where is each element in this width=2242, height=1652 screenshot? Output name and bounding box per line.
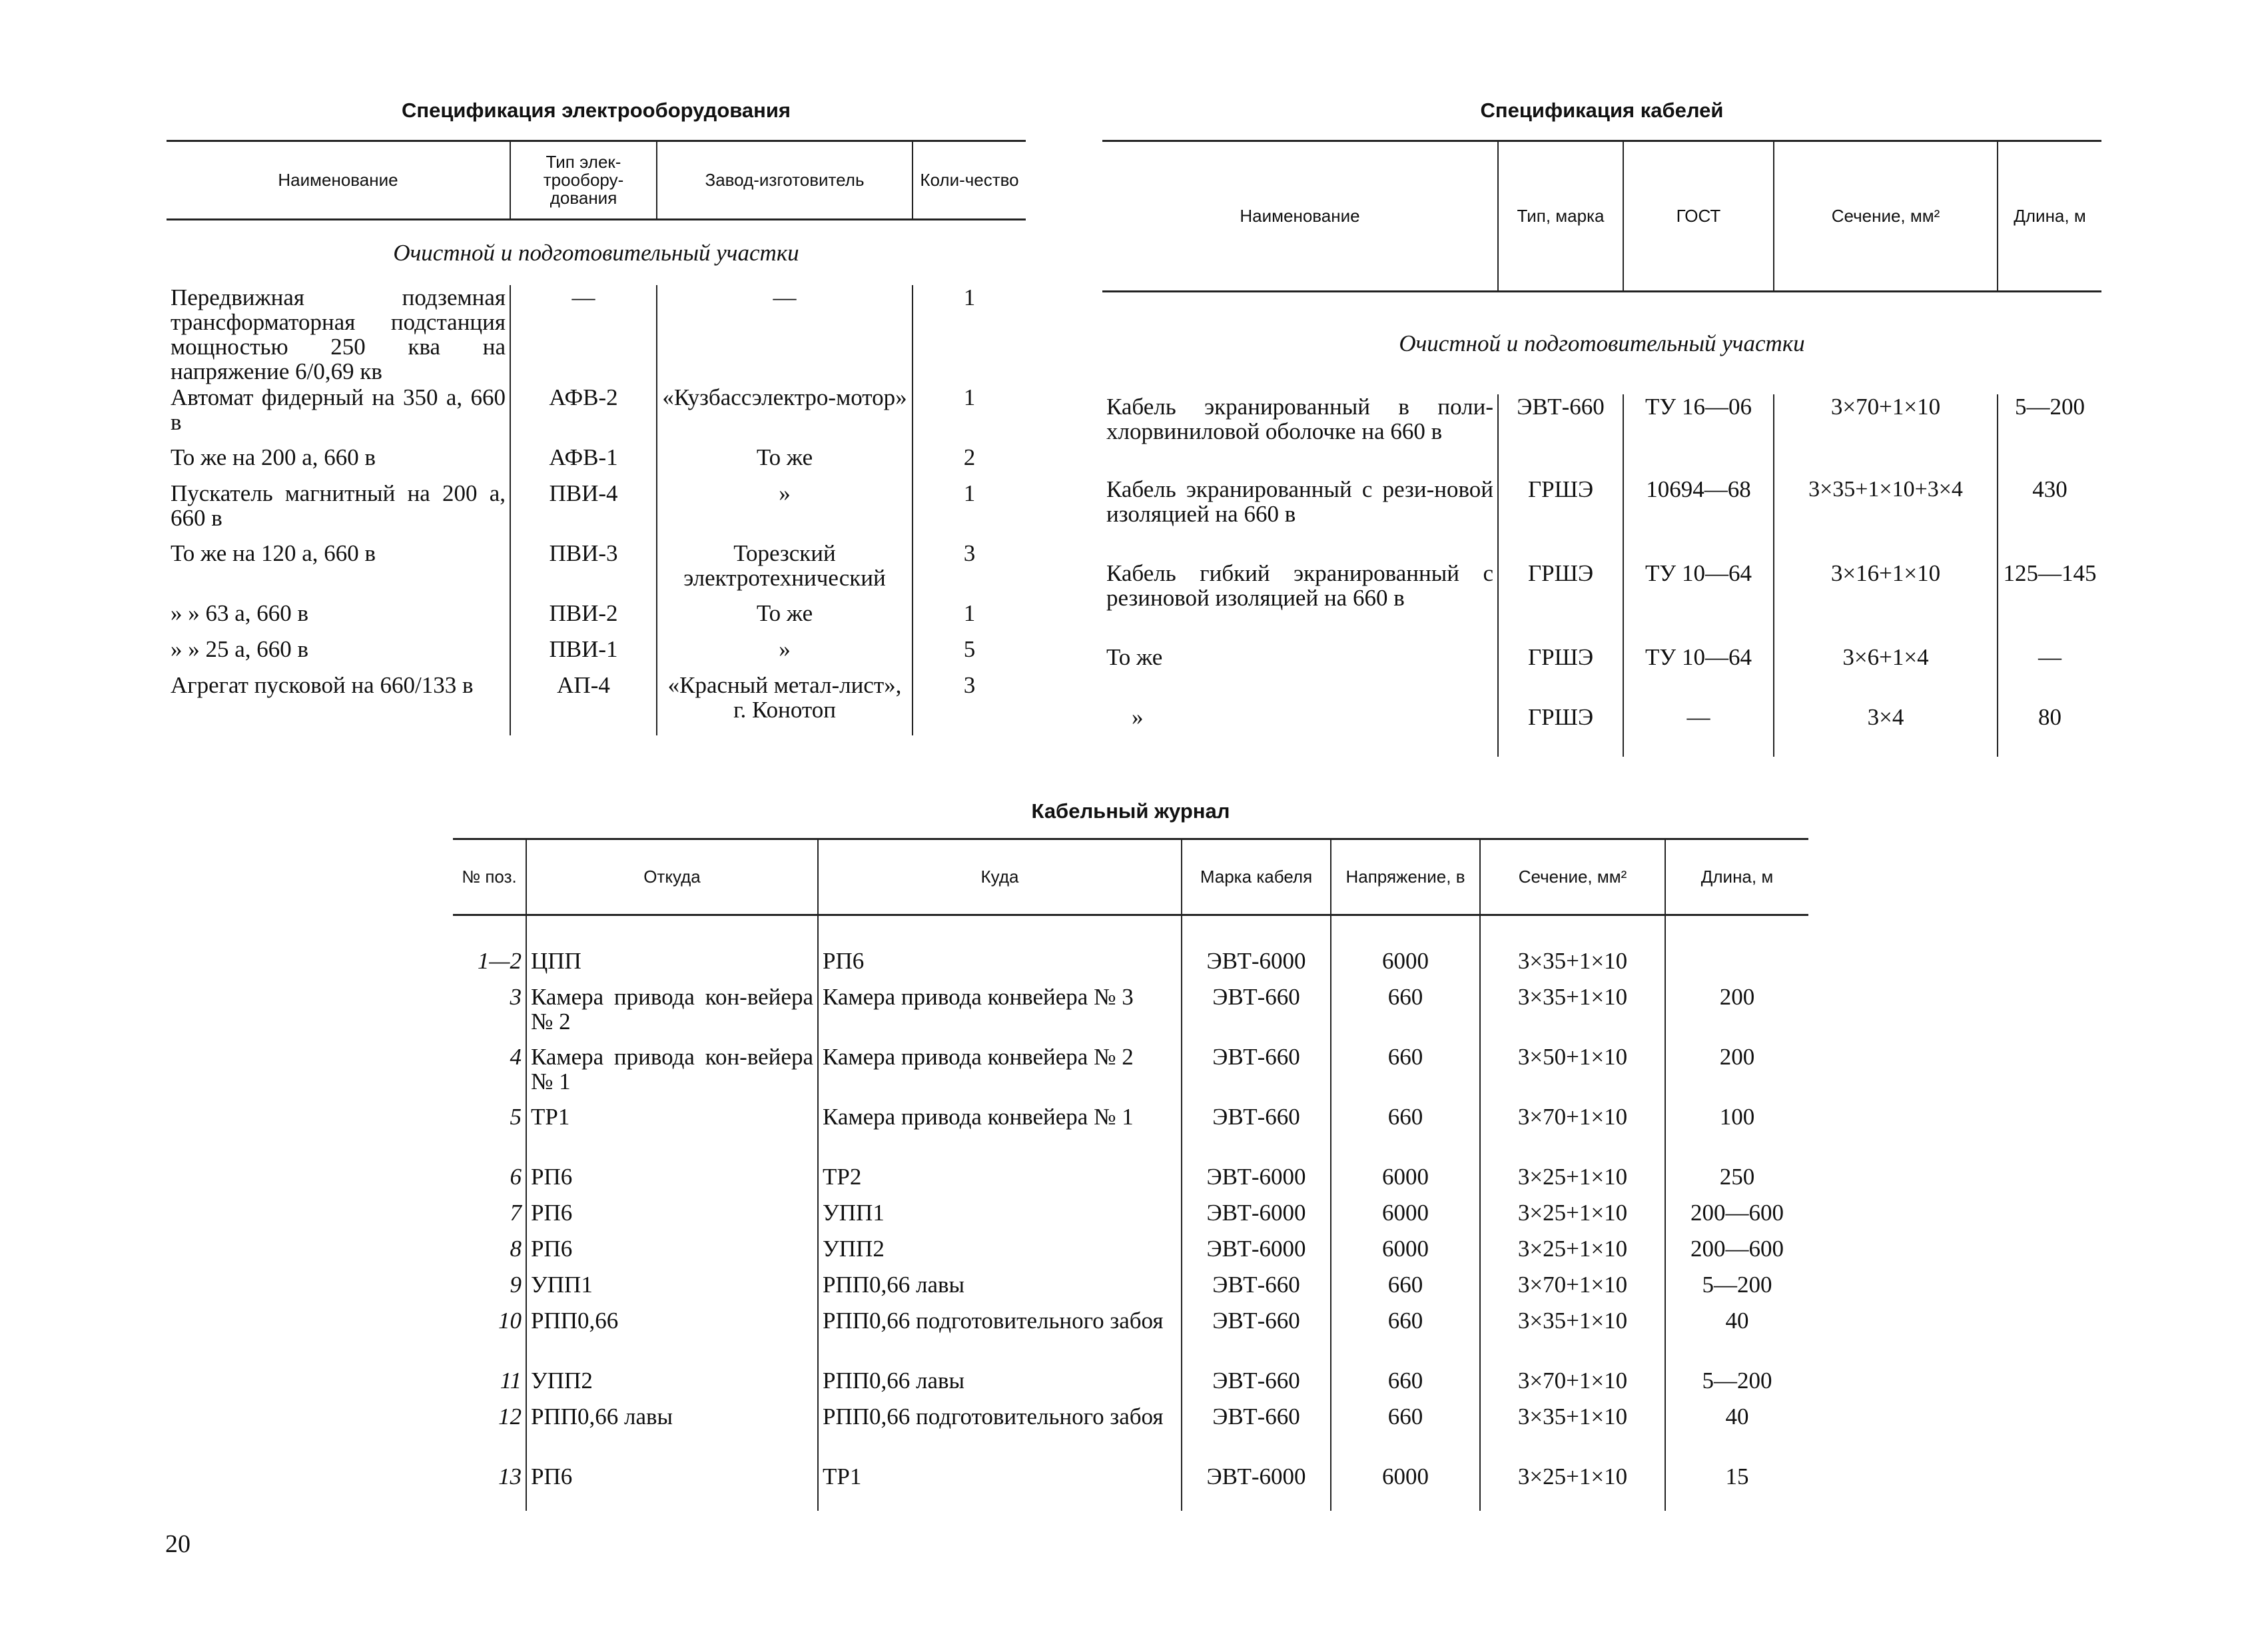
table-row xyxy=(167,637,1026,673)
eq-header-qty: Коли-чество xyxy=(913,141,1026,220)
journal-row-pos: 12 xyxy=(498,1403,522,1430)
journal-row-voltage: 660 xyxy=(1331,1308,1480,1368)
cable-row-name: » xyxy=(1132,703,1144,730)
journal-row-to: РПП0,66 лавы xyxy=(818,1272,1182,1308)
eq-header-type: Тип элек-трообору-дования xyxy=(510,141,657,220)
cable-row-gost: — xyxy=(1623,705,1774,757)
journal-row-from: УПП1 xyxy=(526,1272,818,1308)
journal-row-length: 5—200 xyxy=(1665,1272,1808,1308)
journal-row-length: 5—200 xyxy=(1665,1368,1808,1404)
cable-row-name: Кабель экранированный в поли-хлорвиниловой оболочке на 660 в xyxy=(1106,393,1493,444)
table-row xyxy=(453,1368,1808,1404)
eq-row-maker: «Кузбассэлектро-мотор» xyxy=(657,385,913,445)
eq-row-name: То же на 200 а, 660 в xyxy=(171,444,376,470)
journal-row-section: 3×35+1×10 xyxy=(1480,1308,1665,1368)
journal-row-length: 200 xyxy=(1665,985,1808,1044)
journal-row-section: 3×70+1×10 xyxy=(1480,1272,1665,1308)
journal-row-from: Камера привода кон-вейера № 2 xyxy=(526,985,818,1044)
journal-row-to: РПП0,66 подготовительного забоя xyxy=(818,1404,1182,1464)
eq-row-type: ПВИ-4 xyxy=(510,481,657,541)
cable-row-length: 80 xyxy=(1998,705,2101,757)
journal-header-from: Откуда xyxy=(526,839,818,915)
cable-row-gost: ТУ 16—06 xyxy=(1623,394,1774,477)
journal-row-voltage: 6000 xyxy=(1331,1200,1480,1236)
journal-row-voltage: 660 xyxy=(1331,1044,1480,1104)
table-row xyxy=(453,1044,1808,1104)
journal-row-to: РПП0,66 лавы xyxy=(818,1368,1182,1404)
equipment-spec-table-wrap xyxy=(167,140,1026,735)
cable-row-gost: 10694—68 xyxy=(1623,477,1774,561)
journal-row-length: 200—600 xyxy=(1665,1200,1808,1236)
equipment-spec-body xyxy=(167,220,1026,735)
journal-row-section: 3×35+1×10 xyxy=(1480,985,1665,1044)
journal-row-to: УПП2 xyxy=(818,1236,1182,1272)
cable-row-gost: ТУ 10—64 xyxy=(1623,561,1774,645)
table-row xyxy=(1102,645,2101,705)
cable-spec-table-wrap xyxy=(1102,140,2101,757)
journal-row-to: ТР1 xyxy=(818,1464,1182,1511)
table-row xyxy=(453,1164,1808,1200)
journal-row-length xyxy=(1665,949,1808,985)
eq-row-name: Агрегат пусковой на 660/133 в xyxy=(171,671,474,698)
table-row xyxy=(167,445,1026,481)
table-row xyxy=(453,985,1808,1044)
journal-row-mark: ЭВТ-6000 xyxy=(1182,1200,1331,1236)
journal-row-from: РП6 xyxy=(526,1200,818,1236)
table-row xyxy=(1102,394,2101,477)
journal-row-mark: ЭВТ-660 xyxy=(1182,1272,1331,1308)
cable-header-section: Сечение, мм² xyxy=(1774,141,1998,292)
cable-spec-title: Спецификация кабелей xyxy=(1480,99,1724,122)
journal-row-mark: ЭВТ-6000 xyxy=(1182,1164,1331,1200)
journal-row-pos: 5 xyxy=(510,1103,522,1130)
journal-header-section: Сечение, мм² xyxy=(1480,839,1665,915)
cable-row-section: 3×35+1×10+3×4 xyxy=(1774,477,1998,561)
journal-row-to: Камера привода конвейера № 3 xyxy=(818,985,1182,1044)
eq-row-name: Передвижная подземная трансформаторная подстанция мощностью 250 ква на напряжение 6/0,69 кв xyxy=(171,284,506,384)
journal-row-section: 3×25+1×10 xyxy=(1480,1236,1665,1272)
cable-row-section: 3×70+1×10 xyxy=(1774,394,1998,477)
journal-row-pos: 6 xyxy=(510,1163,522,1190)
table-row xyxy=(453,1308,1808,1368)
journal-row-pos: 4 xyxy=(510,1043,522,1070)
journal-row-voltage: 6000 xyxy=(1331,1464,1480,1511)
journal-row-from: УПП2 xyxy=(526,1368,818,1404)
journal-row-to: ТР2 xyxy=(818,1164,1182,1200)
cable-header-mark: Тип, марка xyxy=(1498,141,1623,292)
journal-row-voltage: 6000 xyxy=(1331,1164,1480,1200)
cable-row-mark: ГРШЭ xyxy=(1498,561,1623,645)
journal-header-voltage: Напряжение, в xyxy=(1331,839,1480,915)
cable-row-name: Кабель гибкий экранированный с резиновой изоляцией на 660 в xyxy=(1106,560,1493,611)
eq-row-name: Автомат фидерный на 350 а, 660 в xyxy=(171,384,506,435)
table-row xyxy=(167,601,1026,637)
eq-row-maker: «Красный метал-лист», г. Конотоп xyxy=(657,673,913,735)
journal-row-length: 100 xyxy=(1665,1104,1808,1164)
table-row xyxy=(453,1404,1808,1464)
table-row xyxy=(453,1272,1808,1308)
eq-row-qty: 1 xyxy=(913,481,1026,541)
table-row xyxy=(1102,561,2101,645)
cable-header-gost: ГОСТ xyxy=(1623,141,1774,292)
journal-row-mark: ЭВТ-6000 xyxy=(1182,1464,1331,1511)
table-row xyxy=(453,1200,1808,1236)
journal-row-pos: 8 xyxy=(510,1235,522,1262)
cable-row-length: — xyxy=(1998,645,2101,705)
journal-row-mark: ЭВТ-660 xyxy=(1182,1044,1331,1104)
journal-row-length: 200 xyxy=(1665,1044,1808,1104)
eq-row-name: » » 25 а, 660 в xyxy=(171,635,309,662)
journal-row-pos: 1—2 xyxy=(477,947,522,974)
cable-header-length: Длина, м xyxy=(1998,141,2101,292)
cable-row-length: 430 xyxy=(1998,477,2101,561)
eq-row-type: ПВИ-1 xyxy=(510,637,657,673)
journal-row-to: РП6 xyxy=(818,949,1182,985)
journal-row-mark: ЭВТ-6000 xyxy=(1182,949,1331,985)
eq-row-maker: То же xyxy=(657,445,913,481)
journal-row-from: ЦПП xyxy=(526,949,818,985)
cable-row-name: Кабель экранированный с рези-новой изоляцией на 660 в xyxy=(1106,476,1493,527)
journal-row-section: 3×25+1×10 xyxy=(1480,1164,1665,1200)
eq-row-qty: 3 xyxy=(913,541,1026,601)
journal-row-mark: ЭВТ-660 xyxy=(1182,1404,1331,1464)
eq-row-maker: — xyxy=(657,285,913,385)
journal-row-voltage: 6000 xyxy=(1331,1236,1480,1272)
journal-row-pos: 11 xyxy=(500,1367,522,1394)
eq-row-qty: 2 xyxy=(913,445,1026,481)
eq-row-maker: » xyxy=(657,637,913,673)
table-row xyxy=(453,1236,1808,1272)
journal-row-length: 40 xyxy=(1665,1404,1808,1464)
table-row xyxy=(1102,705,2101,757)
cable-section-title: Очистной и подготовительный участки xyxy=(1399,330,1805,356)
eq-row-name: То же на 120 а, 660 в xyxy=(171,540,376,566)
journal-row-mark: ЭВТ-660 xyxy=(1182,985,1331,1044)
table-row xyxy=(167,673,1026,735)
journal-row-voltage: 660 xyxy=(1331,1404,1480,1464)
journal-row-section: 3×50+1×10 xyxy=(1480,1044,1665,1104)
journal-row-section: 3×35+1×10 xyxy=(1480,949,1665,985)
journal-row-mark: ЭВТ-6000 xyxy=(1182,1236,1331,1272)
journal-row-voltage: 660 xyxy=(1331,985,1480,1044)
eq-row-type: ПВИ-3 xyxy=(510,541,657,601)
cable-row-section: 3×4 xyxy=(1774,705,1998,757)
journal-row-length: 250 xyxy=(1665,1164,1808,1200)
journal-header-pos: № поз. xyxy=(453,839,526,915)
journal-row-from: РП6 xyxy=(526,1236,818,1272)
eq-section-title: Очистной и подготовительный участки xyxy=(393,239,799,266)
page-number: 20 xyxy=(165,1530,190,1558)
cable-row-mark: ГРШЭ xyxy=(1498,705,1623,757)
cable-row-section: 3×16+1×10 xyxy=(1774,561,1998,645)
table-row xyxy=(167,385,1026,445)
cable-row-mark: ГРШЭ xyxy=(1498,477,1623,561)
cable-row-mark: ЭВТ-660 xyxy=(1498,394,1623,477)
journal-header-mark: Марка кабеля xyxy=(1182,839,1331,915)
journal-row-pos: 9 xyxy=(510,1271,522,1298)
journal-row-voltage: 660 xyxy=(1331,1104,1480,1164)
cable-row-section: 3×6+1×4 xyxy=(1774,645,1998,705)
cable-journal-table-wrap xyxy=(453,838,1808,1511)
journal-row-from: ТР1 xyxy=(526,1104,818,1164)
cable-row-length: 5—200 xyxy=(1998,394,2101,477)
eq-row-qty: 1 xyxy=(913,385,1026,445)
cable-row-mark: ГРШЭ xyxy=(1498,645,1623,705)
eq-row-maker: Торезский электротехнический xyxy=(657,541,913,601)
eq-row-type: АФВ-2 xyxy=(510,385,657,445)
table-row xyxy=(167,285,1026,385)
journal-row-mark: ЭВТ-660 xyxy=(1182,1308,1331,1368)
journal-row-from: РП6 xyxy=(526,1164,818,1200)
journal-row-voltage: 6000 xyxy=(1331,949,1480,985)
journal-row-section: 3×70+1×10 xyxy=(1480,1104,1665,1164)
cable-row-gost: ТУ 10—64 xyxy=(1623,645,1774,705)
journal-row-to: УПП1 xyxy=(818,1200,1182,1236)
eq-row-qty: 1 xyxy=(913,601,1026,637)
table-row xyxy=(167,541,1026,601)
journal-row-to: Камера привода конвейера № 1 xyxy=(818,1104,1182,1164)
eq-row-qty: 5 xyxy=(913,637,1026,673)
journal-row-section: 3×70+1×10 xyxy=(1480,1368,1665,1404)
eq-row-type: АП-4 xyxy=(510,673,657,735)
journal-row-length: 40 xyxy=(1665,1308,1808,1368)
journal-row-mark: ЭВТ-660 xyxy=(1182,1368,1331,1404)
eq-row-name: Пускатель магнитный на 200 а, 660 в xyxy=(171,480,506,531)
journal-row-section: 3×25+1×10 xyxy=(1480,1464,1665,1511)
equipment-spec-title: Спецификация электрооборудования xyxy=(401,99,791,122)
journal-row-voltage: 660 xyxy=(1331,1272,1480,1308)
table-row xyxy=(453,1464,1808,1511)
cable-row-length: 125—145 xyxy=(1998,561,2101,645)
table-row xyxy=(453,1104,1808,1164)
cable-spec-table xyxy=(1102,140,2101,757)
journal-row-voltage: 660 xyxy=(1331,1368,1480,1404)
journal-row-length: 200—600 xyxy=(1665,1236,1808,1272)
journal-row-length: 15 xyxy=(1665,1464,1808,1511)
journal-row-section: 3×35+1×10 xyxy=(1480,1404,1665,1464)
eq-header-maker: Завод-изготовитель xyxy=(657,141,913,220)
journal-row-from: РПП0,66 лавы xyxy=(526,1404,818,1464)
eq-row-type: — xyxy=(510,285,657,385)
journal-row-from: РП6 xyxy=(526,1464,818,1511)
eq-header-name: Наименование xyxy=(167,141,510,220)
journal-row-section: 3×25+1×10 xyxy=(1480,1200,1665,1236)
journal-row-from: РПП0,66 xyxy=(526,1308,818,1368)
eq-row-maker: » xyxy=(657,481,913,541)
eq-row-type: ПВИ-2 xyxy=(510,601,657,637)
journal-header-length: Длина, м xyxy=(1665,839,1808,915)
eq-row-type: АФВ-1 xyxy=(510,445,657,481)
table-row xyxy=(453,949,1808,985)
eq-row-qty: 3 xyxy=(913,673,1026,735)
journal-row-pos: 13 xyxy=(498,1463,522,1489)
journal-row-mark: ЭВТ-660 xyxy=(1182,1104,1331,1164)
journal-row-from: Камера привода кон-вейера № 1 xyxy=(526,1044,818,1104)
cable-spec-body xyxy=(1102,292,2101,757)
journal-row-pos: 7 xyxy=(510,1199,522,1226)
eq-row-name: » » 63 а, 660 в xyxy=(171,600,309,626)
cable-journal-title: Кабельный журнал xyxy=(1031,799,1230,823)
journal-row-pos: 10 xyxy=(498,1307,522,1334)
table-row xyxy=(167,481,1026,541)
cable-journal-table xyxy=(453,838,1808,1511)
journal-header-to: Куда xyxy=(818,839,1182,915)
eq-row-qty: 1 xyxy=(913,285,1026,385)
cable-journal-body xyxy=(453,915,1808,1511)
cable-header-name: Наименование xyxy=(1102,141,1498,292)
equipment-spec-table xyxy=(167,140,1026,735)
journal-row-to: Камера привода конвейера № 2 xyxy=(818,1044,1182,1104)
journal-row-to: РПП0,66 подготовительного забоя xyxy=(818,1308,1182,1368)
journal-row-pos: 3 xyxy=(510,983,522,1010)
table-row xyxy=(1102,477,2101,561)
eq-row-maker: То же xyxy=(657,601,913,637)
cable-row-name: То же xyxy=(1106,643,1163,670)
